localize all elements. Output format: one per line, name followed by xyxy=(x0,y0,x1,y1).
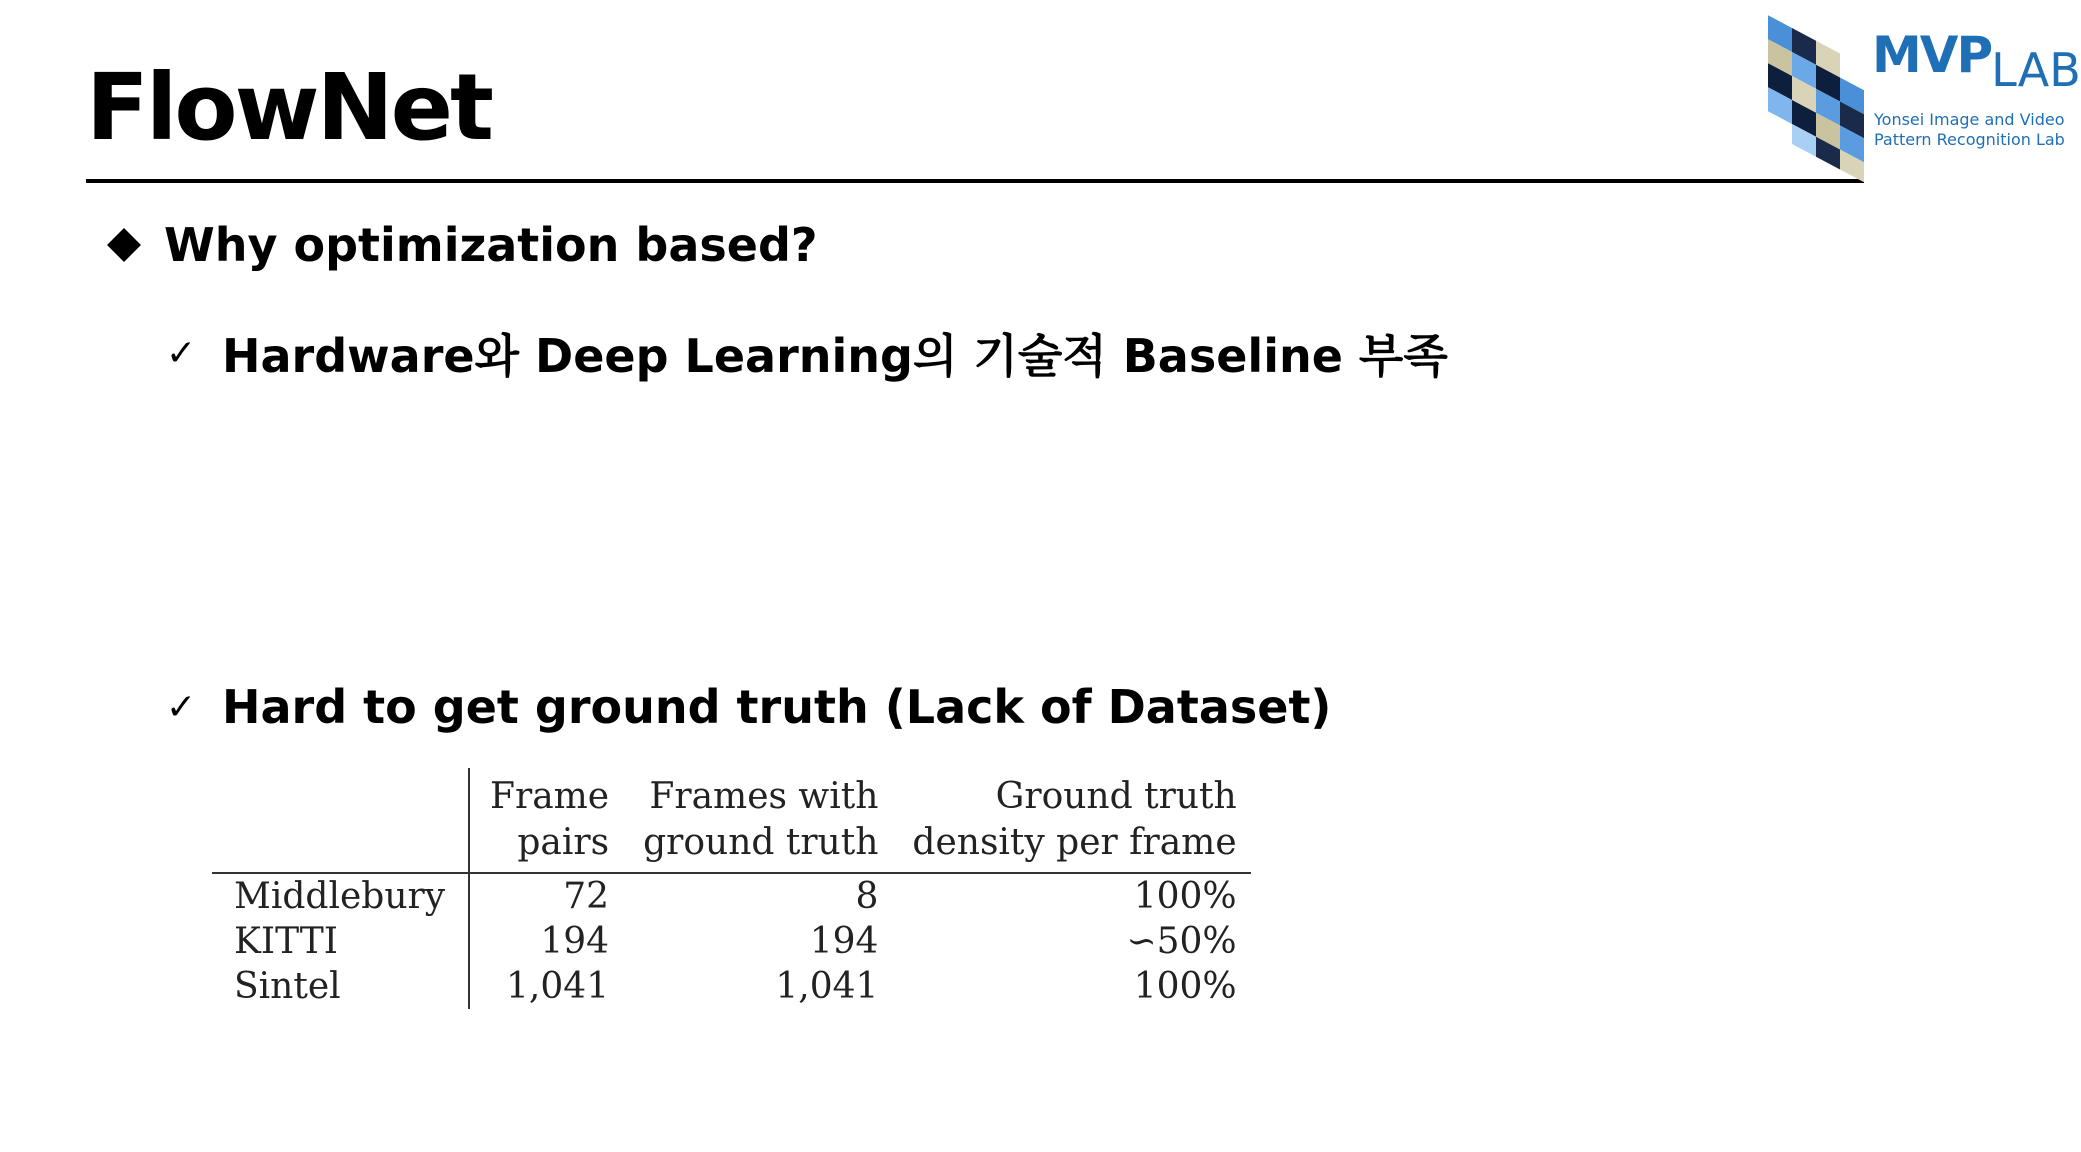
table-cell: 100% xyxy=(1133,966,1237,1007)
table-cell-dataset: Middlebury xyxy=(212,873,469,919)
table-cell: 8 xyxy=(855,876,879,917)
sub-bullet-text: Hard to get ground truth (Lack of Dataset) xyxy=(222,680,1332,734)
table-header-cell: Ground truth density per frame xyxy=(912,776,1237,863)
logo-mvp: MVP xyxy=(1872,26,1992,84)
main-bullet xyxy=(108,218,818,272)
table-row xyxy=(212,873,1251,919)
table-header-cell: Frames with ground truth xyxy=(643,776,879,863)
table-cell: 1,041 xyxy=(775,966,879,1007)
sub-bullet-ground-truth xyxy=(166,680,1331,734)
table-row xyxy=(212,919,1251,964)
table-cell-dataset: KITTI xyxy=(212,919,469,964)
table-header-row xyxy=(212,768,1251,873)
table-header-cell xyxy=(212,768,469,873)
logo-lab: LAB xyxy=(1991,43,2081,97)
table-cell: 194 xyxy=(809,921,879,962)
table-header-cell: Frame pairs xyxy=(490,776,610,863)
checker-logo-icon xyxy=(1762,8,1872,178)
slide-title: FlowNet xyxy=(86,54,491,161)
table-cell: 194 xyxy=(540,921,610,962)
checkmark-icon: ✓ xyxy=(166,332,197,374)
checkmark-icon: ✓ xyxy=(166,686,197,728)
table-cell-dataset: Sintel xyxy=(212,964,469,1009)
title-underline xyxy=(86,179,1864,183)
mvp-lab-logo xyxy=(1762,8,2081,178)
logo-subtitle-line2: Pattern Recognition Lab xyxy=(1874,130,2065,149)
main-bullet-text: Why optimization based? xyxy=(164,218,818,272)
logo-wordmark xyxy=(1872,26,2081,97)
table-cell: 1,041 xyxy=(506,966,610,1007)
sub-bullet-text: Hardware와 Deep Learning의 기술적 Baseline 부족 xyxy=(222,329,1448,383)
logo-subtitle-line1: Yonsei Image and Video xyxy=(1874,110,2065,129)
table-cell: 100% xyxy=(1133,876,1237,917)
sub-bullet-hardware xyxy=(166,320,1448,386)
table-row xyxy=(212,964,1251,1009)
dataset-table xyxy=(212,768,1251,1009)
table-cell: 72 xyxy=(563,876,610,917)
table-cell: ∽50% xyxy=(1126,921,1237,962)
diamond-bullet-icon xyxy=(107,228,141,262)
